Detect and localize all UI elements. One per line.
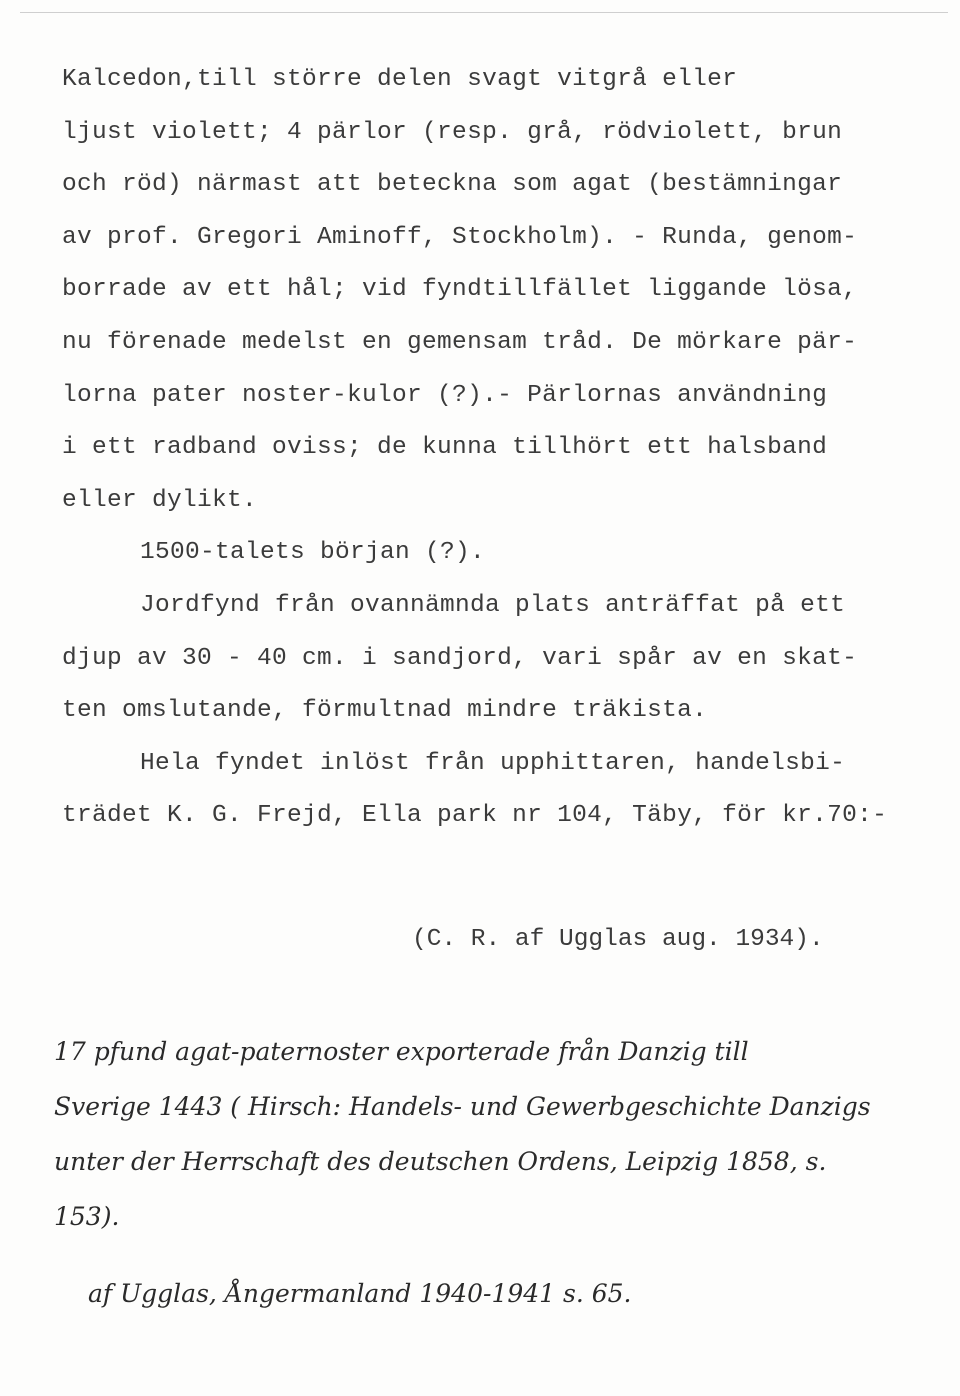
typed-line: borrade av ett hål; vid fyndtillfället liggande lösa, [62, 276, 858, 304]
typed-line: ten omslutande, förmultnad mindre träkista. [62, 697, 708, 725]
typed-line: Hela fyndet inlöst från upphittaren, handelsbi- [140, 749, 846, 777]
handwritten-line: Sverige 1443 ( Hirsch: Handels- und Gewerbgeschichte Danzigs [54, 1092, 871, 1121]
typed-line: av prof. Gregori Aminoff, Stockholm). - Runda, genom- [62, 223, 858, 251]
typed-line: lorna pater noster-kulor (?).- Pärlornas användning [62, 381, 828, 409]
handwritten-note [54, 1032, 954, 1329]
typed-line: ljust violett; 4 pärlor (resp. grå, rödviolett, brun [62, 118, 843, 146]
dating-line: 1500-talets början (?). [140, 539, 486, 567]
author-signature-line: (C. R. af Ugglas aug. 1934). [412, 926, 824, 953]
typed-line: och röd) närmast att beteckna som agat (bestämningar [62, 171, 843, 199]
handwritten-reference-line: af Ugglas, Ångermanland 1940-1941 s. 65. [88, 1279, 632, 1308]
handwritten-line: unter der Herrschaft des deutschen Ordens, Leipzig 1858, s. [54, 1147, 827, 1176]
typed-line: eller dylikt. [62, 486, 258, 514]
typed-line: trädet K. G. Frejd, Ella park nr 104, Täby, för kr.70:- [62, 802, 888, 830]
typed-line: djup av 30 - 40 cm. i sandjord, vari spår av en skat- [62, 644, 858, 672]
typed-description [62, 60, 952, 849]
handwritten-line: 153). [54, 1202, 120, 1231]
typed-line: Jordfynd från ovannämnda plats anträffat på ett [140, 591, 846, 619]
typed-line: i ett radband oviss; de kunna tillhört ett halsband [62, 434, 828, 462]
handwritten-line: 17 pfund agat-paternoster exporterade från Danzig till [54, 1037, 749, 1066]
typed-line: Kalcedon,till större delen svagt vitgrå eller [62, 66, 738, 93]
typed-line: nu förenade medelst en gemensam tråd. De mörkare pär- [62, 328, 858, 356]
page-top-edge [20, 12, 948, 13]
